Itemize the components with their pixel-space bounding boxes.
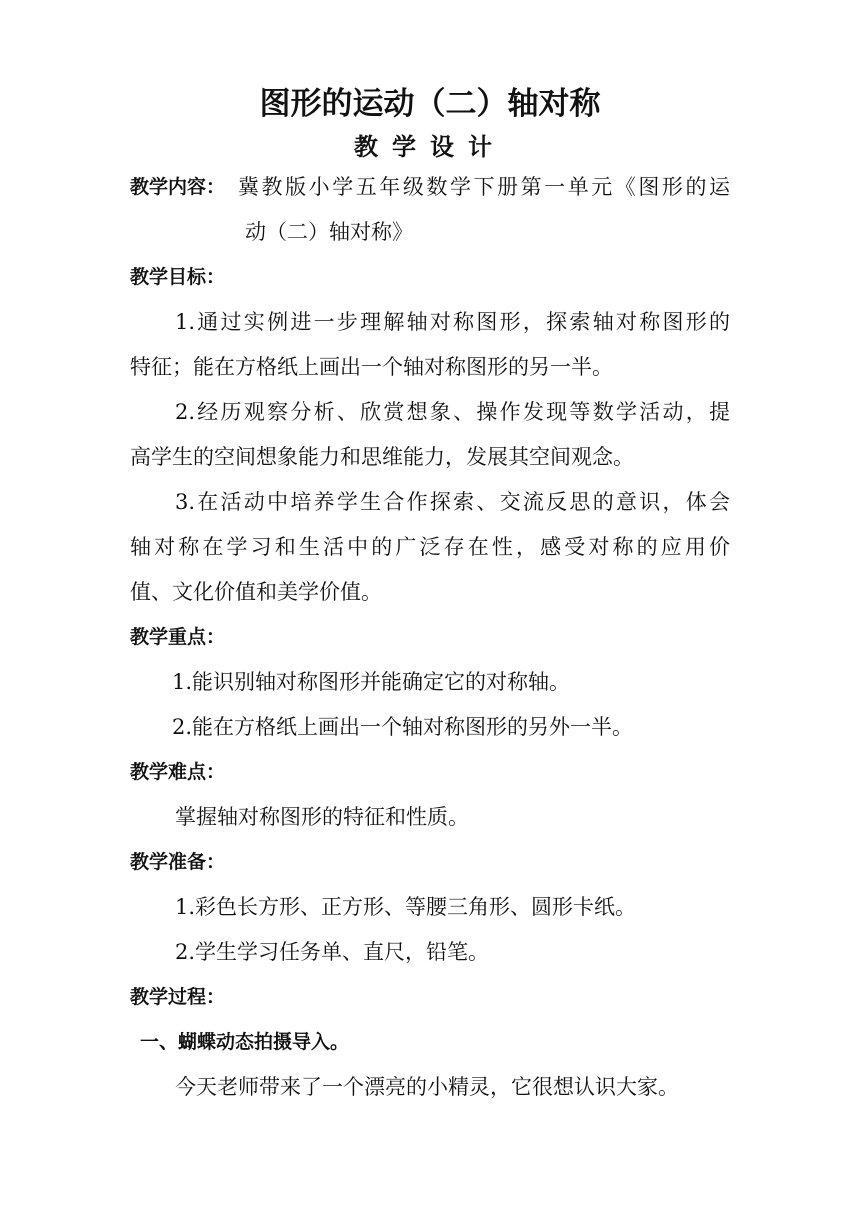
process-label: 教学过程： — [130, 986, 226, 1008]
content-line-2: 动（二）轴对称》 — [245, 220, 413, 244]
document-title: 图形的运动（二）轴对称 — [259, 86, 601, 122]
objective-1-line-2: 特征；能在方格纸上画出一个轴对称图形的另一半。 — [130, 355, 613, 379]
difficulties-text: 掌握轴对称图形的特征和性质。 — [175, 805, 469, 829]
content-label: 教学内容： — [130, 176, 226, 198]
process-paragraph-1: 今天老师带来了一个漂亮的小精灵，它很想认识大家。 — [175, 1075, 679, 1099]
preparation-label: 教学准备： — [130, 851, 226, 873]
objective-3-line-1: 3.在活动中培养学生合作探索、交流反思的意识，体会 — [175, 490, 730, 514]
objectives-label: 教学目标： — [130, 266, 226, 288]
key-point-2: 2.能在方格纸上画出一个轴对称图形的另外一半。 — [172, 715, 634, 739]
key-point-1: 1.能识别轴对称图形并能确定它的对称轴。 — [172, 670, 571, 694]
objective-1-line-1: 1.通过实例进一步理解轴对称图形，探索轴对称图形的 — [175, 310, 730, 334]
content-line-1: 冀教版小学五年级数学下册第一单元《图形的运 — [238, 175, 730, 199]
preparation-item-1: 1.彩色长方形、正方形、等腰三角形、圆形卡纸。 — [175, 895, 637, 919]
key-points-label: 教学重点： — [130, 626, 226, 648]
objective-3-line-3: 值、文化价值和美学价值。 — [130, 580, 382, 604]
objective-2-line-1: 2.经历观察分析、欣赏想象、操作发现等数学活动，提 — [175, 400, 730, 424]
document-subtitle: 教学设计 — [354, 132, 506, 161]
process-section-1-heading: 一、蝴蝶动态拍摄导入。 — [140, 1031, 350, 1053]
difficulties-label: 教学难点： — [130, 761, 226, 783]
objective-2-line-2: 高学生的空间想象能力和思维能力，发展其空间观念。 — [130, 445, 634, 469]
objective-3-line-2: 轴对称在学习和生活中的广泛存在性，感受对称的应用价 — [130, 535, 730, 559]
preparation-item-2: 2.学生学习任务单、直尺，铅笔。 — [175, 940, 490, 964]
